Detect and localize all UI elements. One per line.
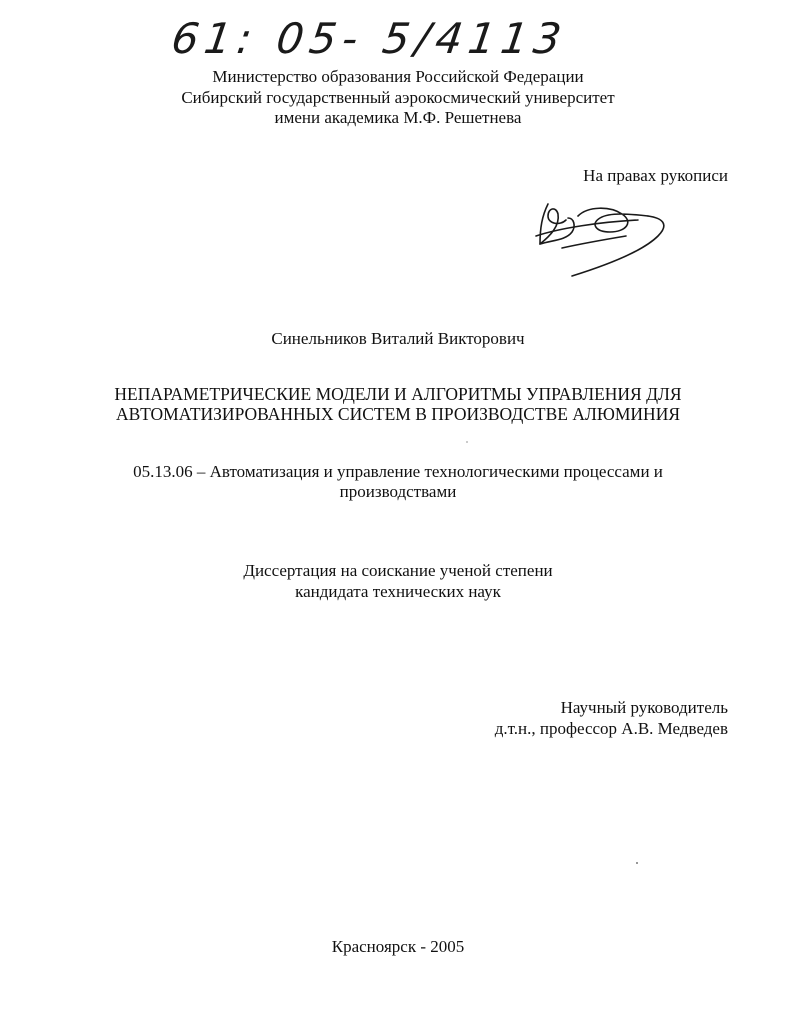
title-line-1: НЕПАРАМЕТРИЧЕСКИЕ МОДЕЛИ И АЛГОРИТМЫ УПРАВЛЕНИЯ ДЛЯ xyxy=(114,384,682,404)
author-name: Синельников Виталий Викторович xyxy=(271,329,525,348)
scan-speck xyxy=(466,441,468,443)
ministry-line: Министерство образования Российской Федерации xyxy=(212,67,584,86)
supervisor-label: Научный руководитель xyxy=(560,698,728,717)
specialty-line-1: 05.13.06 – Автоматизация и управление технологическими процессами и xyxy=(133,462,663,481)
specialty-line-2: производствами xyxy=(339,482,457,501)
university-line: Сибирский государственный аэрокосмический университет xyxy=(181,88,615,107)
city-year: Красноярск - 2005 xyxy=(331,937,465,956)
rights-note: На правах рукописи xyxy=(583,166,728,185)
handwritten-catalog-number: 61: 05- 5/4113 xyxy=(168,14,571,63)
scan-speck xyxy=(636,862,638,864)
degree-line-1: Диссертация на соискание ученой степени xyxy=(243,561,553,580)
title-line-2: АВТОМАТИЗИРОВАННЫХ СИСТЕМ В ПРОИЗВОДСТВЕ АЛЮМИНИЯ xyxy=(116,404,680,424)
degree-line-2: кандидата технических наук xyxy=(295,582,501,601)
supervisor-name: д.т.н., профессор А.В. Медведев xyxy=(494,719,728,738)
named-after-line: имени академика М.Ф. Решетнева xyxy=(274,108,522,127)
handwritten-signature-icon xyxy=(530,196,680,286)
